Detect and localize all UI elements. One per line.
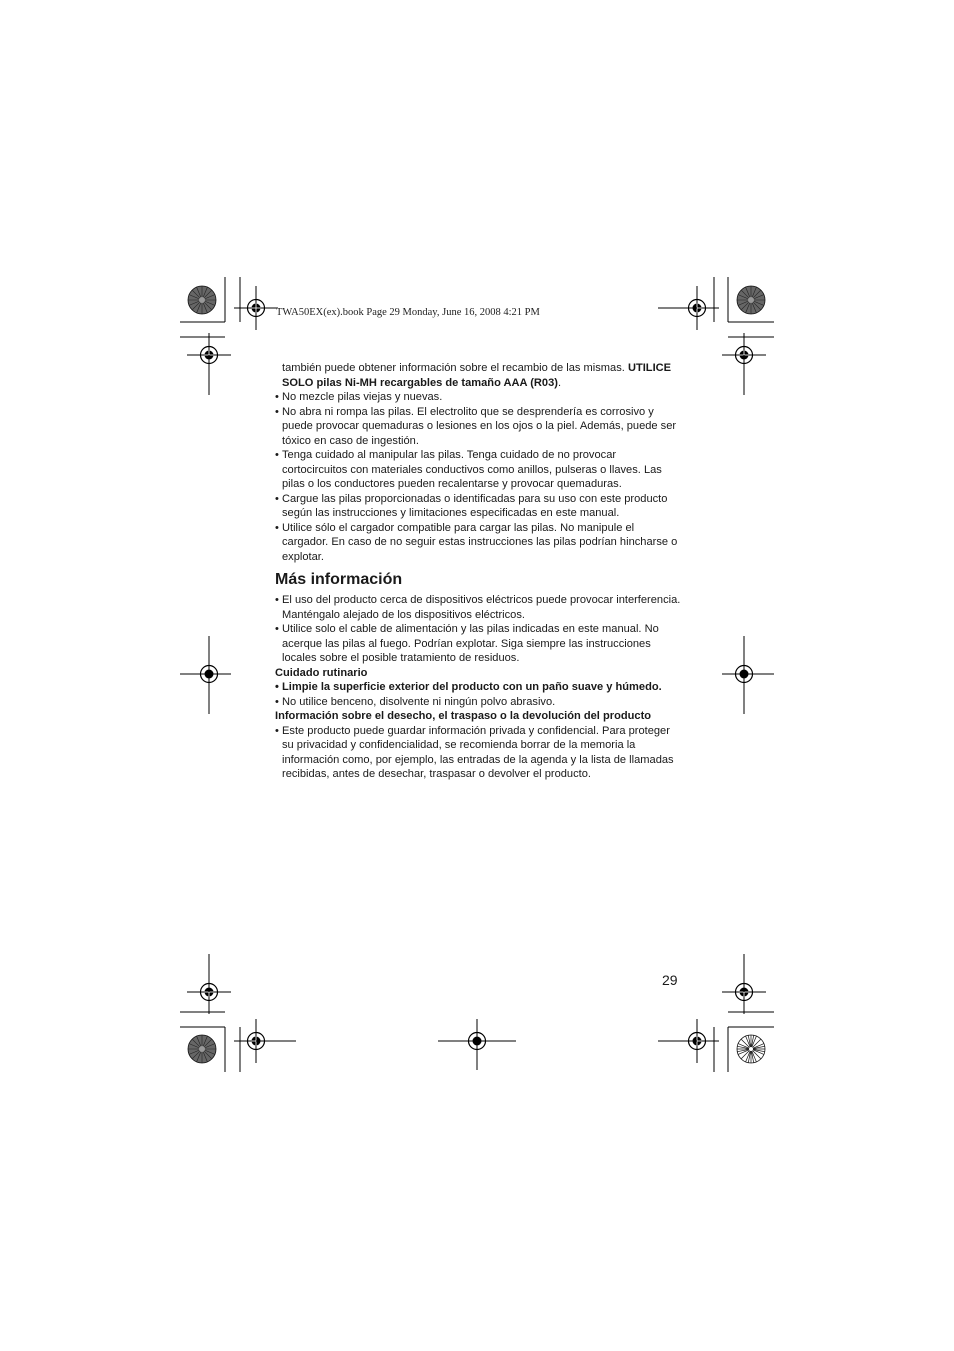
color-wheel-icon	[188, 286, 216, 314]
list-item: • Cargue las pilas proporcionadas o identificadas para su uso con este producto según las instrucciones y limitaciones especificadas en este manual.	[275, 492, 681, 521]
care-heading: Cuidado rutinario	[275, 666, 368, 679]
list-item: • No abra ni rompa las pilas. El electrolito que se desprendería es corrosivo y puede provocar quemaduras o lesiones en los ojos o la piel. Además, puede ser tóxico en caso de ingestión.	[275, 405, 681, 449]
list-item: • Este producto puede guardar información privada y confidencial. Para proteger su privacidad y confidencialidad, se recomienda borrar de la memoria la información como, por ejemplo, las entradas de la agenda y la lista de llamadas recibidas, antes de desechar, traspasar o devolver el producto.	[275, 724, 681, 782]
page-content	[275, 361, 681, 782]
color-wheel-icon	[737, 286, 765, 314]
intro-bold: UTILICE SOLO pilas Ni-MH recargables de tamaño AAA (R03)	[282, 362, 672, 389]
registration-mark-icon	[234, 286, 278, 330]
color-wheel-icon	[737, 1035, 765, 1063]
list-item: • Utilice sólo el cargador compatible para cargar las pilas. No manipule el cargador. En caso de no seguir estas instrucciones las pilas podrían hincharse o explotar.	[275, 521, 681, 565]
list-item: • Tenga cuidado al manipular las pilas. Tenga cuidado de no provocar cortocircuitos con materiales conductivos como anillos, pulseras o llaves. Las pilas o los conductores pueden recalentarse y provocar quemaduras.	[275, 448, 681, 492]
book-header: TWA50EX(ex).book Page 29 Monday, June 16, 2008 4:21 PM	[276, 307, 540, 318]
list-item: • El uso del producto cerca de dispositivos eléctricos puede provocar interferencia. Manténgalo alejado de los dispositivos eléctricos.	[275, 593, 681, 622]
intro-text: también puede obtener información sobre el recambio de las mismas.	[282, 362, 628, 374]
list-item: • No utilice benceno, disolvente ni ningún polvo abrasivo.	[275, 695, 681, 710]
intro-paragraph	[275, 361, 681, 390]
list-item: • Limpie la superficie exterior del producto con un paño suave y húmedo.	[275, 680, 681, 695]
section-heading: Más información	[275, 571, 403, 588]
intro-end: .	[557, 376, 562, 389]
list-item: • Utilice solo el cable de alimentación y las pilas indicadas en este manual. No acerque las pilas al fuego. Podrían explotar. Siga siempre las instrucciones locales sobre el posible tratamiento de residuos.	[275, 622, 681, 666]
color-wheel-icon	[188, 1035, 216, 1063]
disposal-heading: Información sobre el desecho, el traspaso o la devolución del producto	[275, 710, 652, 722]
page-number: 29	[662, 972, 678, 988]
list-item: • No mezcle pilas viejas y nuevas.	[275, 390, 681, 405]
